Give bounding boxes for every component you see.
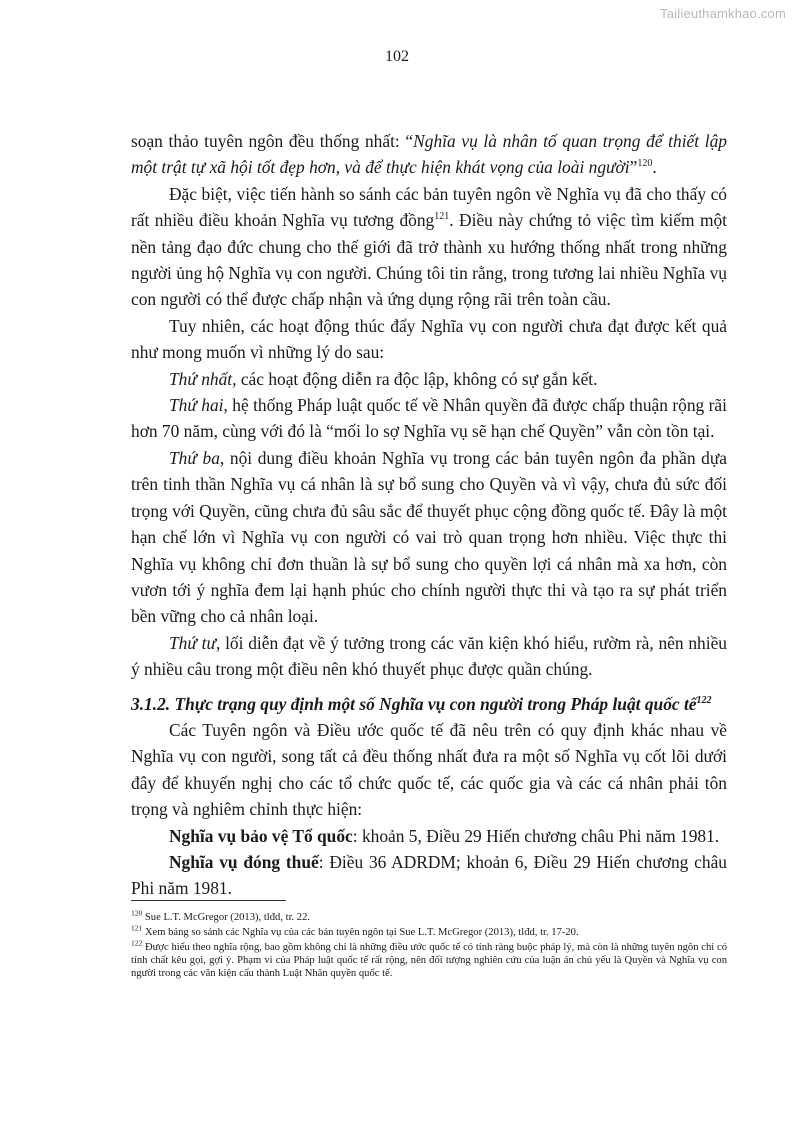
- footnote-ref-120[interactable]: 120: [637, 158, 653, 170]
- paragraph-fourth-reason: Thứ tư, lối diễn đạt về ý tưởng trong các văn kiện khó hiểu, rườm rà, nên nhiều ý nhiều câu trong một điều nên khó thuyết phục được quần chúng.: [131, 632, 727, 680]
- footnote-ref-122[interactable]: 122: [696, 694, 712, 706]
- paragraph-8: Các Tuyên ngôn và Điều ước quốc tế đã nêu trên có quy định khác nhau về Nghĩa vụ con người, song tất cả đều thống nhất đưa ra một số Nghĩa vụ cốt lõi dưới đây để khuyến nghị cho các tổ chức quốc tế, các quốc gia và các cá nhân phải tôn trọng và nghiêm chỉnh thực hiện:: [131, 719, 727, 820]
- watermark: Tailieuthamkhao.com: [660, 6, 786, 21]
- footnote-121: $^{121}$ Xem bảng so sánh các Nghĩa vụ của các bản tuyên ngôn tại Sue L.T. McGregor (2013), tlđd, tr. 17-20.: [131, 923, 579, 938]
- footnotes: [131, 908, 727, 982]
- paragraph-3: Tuy nhiên, các hoạt động thúc đẩy Nghĩa vụ con người chưa đạt được kết quả như mong muốn vì những lý do sau:: [131, 315, 727, 363]
- paragraph-second-reason: Thứ hai, hệ thống Pháp luật quốc tế về Nhân quyền đã được chấp thuận rộng rãi hơn 70 năm, cùng với đó là “mối lo sợ Nghĩa vụ sẽ hạn chế Quyền” vẫn còn tồn tại.: [131, 395, 727, 442]
- footnote-ref-121[interactable]: 121: [434, 211, 450, 223]
- section-heading: 3.1.2. Thực trạng quy định một số Nghĩa vụ con người trong Pháp luật quốc tế$^{122}$: [131, 693, 712, 714]
- footnote-divider: [131, 900, 286, 901]
- paragraph-2: Đặc biệt, việc tiến hành so sánh các bản tuyên ngôn về Nghĩa vụ đã cho thấy có rất nhiều điều khoản Nghĩa vụ tương đồng$^{121}$. Điều này chứng tỏ việc tìm kiếm một nền tảng đạo đức chung cho thế giới đã trở thành xu hướng thống nhất trong những người ủng hộ Nghĩa vụ con người. Chúng tôi tin rằng, trong tương lai nhiều Nghĩa vụ con người có thể được chấp nhận và ứng dụng rộng rãi trên toàn cầu.: [131, 183, 727, 310]
- page-number: 102: [385, 48, 409, 65]
- paragraph-duty-tax: Nghĩa vụ đóng thuế: Điều 36 ADRDM; khoản 6, Điều 29 Hiến chương châu Phi năm 1981.: [131, 851, 727, 899]
- paragraph-1: soạn thảo tuyên ngôn đều thống nhất: “Nghĩa vụ là nhân tố quan trọng để thiết lập một trật tự xã hội tốt đẹp hơn, và để thực hiện khát vọng của loài người”$^{120}$.: [131, 131, 727, 178]
- quote: Nghĩa vụ là nhân tố quan trọng để thiết lập một trật tự xã hội tốt đẹp hơn, và để thực hiện khát vọng của loài người: [131, 131, 727, 178]
- paragraph-first-reason: Thứ nhất, các hoạt động diễn ra độc lập, không có sự gắn kết.: [169, 368, 598, 389]
- footnote-120: $^{120}$ Sue L.T. McGregor (2013), tlđd, tr. 22.: [131, 908, 311, 923]
- body-text: [131, 128, 727, 902]
- paragraph-third-reason: Thứ ba, nội dung điều khoản Nghĩa vụ trong các bản tuyên ngôn đa phần dựa trên tinh thần Nghĩa vụ cá nhân là sự bổ sung cho Quyền và vì vậy, chưa đủ sức đối trọng với Quyền, cũng chưa đủ sâu sắc để thuyết phục cộng đồng quốc tế. Đây là một hạn chế lớn vì Nghĩa vụ con người có vai trò quan trọng hơn nhiều. Việc thực thi Nghĩa vụ không chỉ đơn thuần là sự bổ sung cho quyền lợi cá nhân mà xa hơn, còn vươn tới ý nghĩa đem lại hạnh phúc cho chính người thực thi và tạo ra sự phát triển bền vững cho cả nhân loại.: [131, 447, 727, 627]
- footnote-122: $^{122}$ Được hiểu theo nghĩa rộng, bao gồm không chỉ là những điều ước quốc tế có tính ràng buộc pháp lý, mà còn là những tuyên ngôn chỉ có tính chất kêu gọi, gợi ý. Phạm vi của Pháp luật quốc tế rất rộng, nên đối tượng nghiên cứu của luận án chủ yếu là Quyền và Nghĩa vụ con người trong các văn kiện cấu thành Luật Nhân quyền quốc tế.: [131, 938, 727, 979]
- paragraph-duty-defense: Nghĩa vụ bảo vệ Tổ quốc: khoản 5, Điều 29 Hiến chương châu Phi năm 1981.: [169, 825, 720, 846]
